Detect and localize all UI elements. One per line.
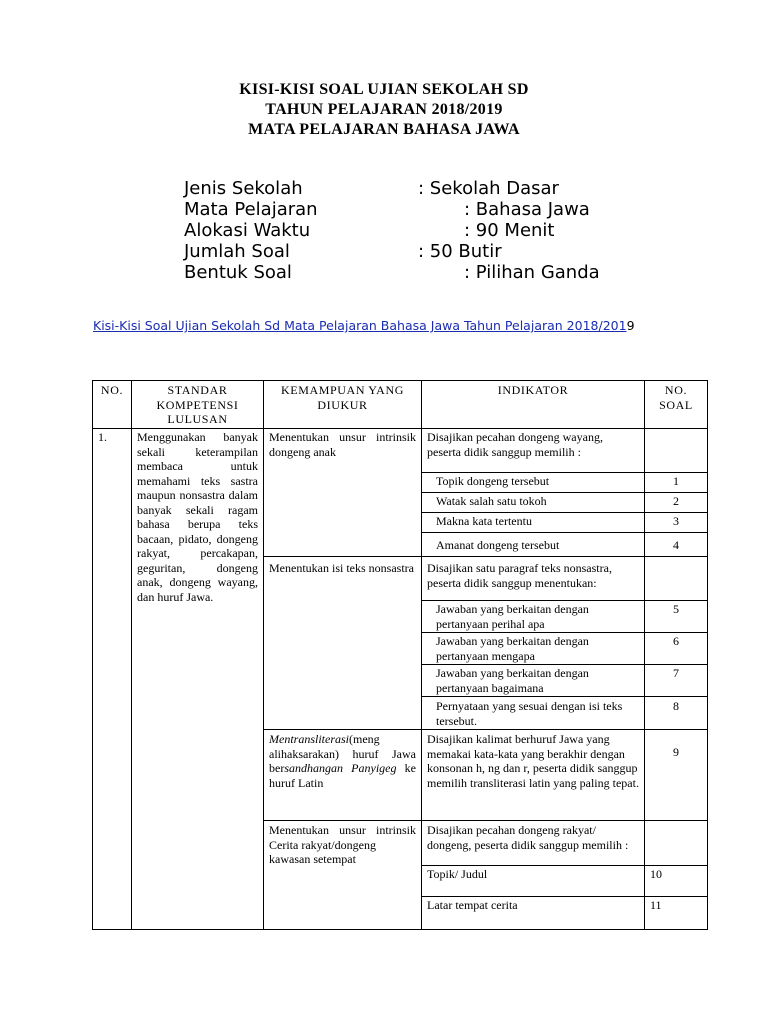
indikator-item: Jawaban yang berkaitan dengan pertanyaan mengapa: [422, 633, 645, 665]
nosoal-cell: 4: [645, 533, 708, 557]
nosoal-cell: 10: [645, 866, 708, 897]
kemampuan-cell: Menentukan isi teks nonsastra: [264, 557, 422, 730]
info-label: Mata Pelajaran: [184, 199, 318, 220]
kemampuan-italic: Mentransliterasi: [269, 732, 349, 746]
kisi-kisi-table: [92, 380, 708, 930]
nosoal-cell: 2: [645, 493, 708, 513]
source-link-paragraph: [93, 317, 693, 334]
table-row: [93, 429, 708, 473]
nosoal-cell: 3: [645, 513, 708, 533]
indikator-item: Jawaban yang berkaitan dengan pertanyaan perihal apa: [422, 601, 645, 633]
kemampuan-text-last: kawasan setempat: [269, 852, 356, 866]
nosoal-cell: 5: [645, 601, 708, 633]
source-link-tail: 9: [626, 318, 635, 333]
standar-kompetensi-cell: Menggunakan banyak sekali keterampilan membaca untuk memahami teks sastra maupun nonsastra dalam banyak sekali ragam bahasa berupa teks bacaan, pidato, dongeng rakyat, percakapan, geguritan, dongeng anak, dongeng wayang, dan huruf Jawa.: [132, 429, 264, 930]
indikator-item: Topik dongeng tersebut: [422, 473, 645, 493]
nosoal-empty: [645, 821, 708, 866]
source-link[interactable]: Kisi-Kisi Soal Ujian Sekolah Sd Mata Pelajaran Bahasa Jawa Tahun Pelajaran 2018/201: [93, 318, 627, 333]
header-kemampuan: KEMAMPUAN YANG DIUKUR: [264, 381, 422, 429]
table-header-row: [93, 381, 708, 429]
header-indikator: INDIKATOR: [422, 381, 645, 429]
info-label: Jumlah Soal: [184, 241, 290, 262]
kemampuan-text: ke huruf Latin: [269, 761, 416, 790]
kemampuan-cell: [264, 821, 422, 930]
indikator-item: Amanat dongeng tersebut: [422, 533, 645, 557]
nosoal-empty: [645, 557, 708, 601]
indikator-intro: Disajikan pecahan dongeng rakyat/ dongeng, peserta didik sanggup memilih :: [422, 821, 645, 866]
indikator-intro: Disajikan kalimat berhuruf Jawa yang memakai kata-kata yang berakhir dengan konsonan h, ng dan r, peserta didik sanggup memilih transliterasi latin yang paling tepat.: [422, 730, 645, 821]
nosoal-empty: [645, 429, 708, 473]
kemampuan-cell: [264, 730, 422, 821]
info-label: Jenis Sekolah: [184, 178, 303, 199]
kemampuan-cell: Menentukan unsur intrinsik dongeng anak: [264, 429, 422, 557]
indikator-item: Topik/ Judul: [422, 866, 645, 897]
info-value: : Pilihan Ganda: [464, 262, 600, 283]
indikator-item: Pernyataan yang sesuai dengan isi teks tersebut.: [422, 697, 645, 730]
nosoal-cell: 8: [645, 697, 708, 730]
info-label: Alokasi Waktu: [184, 220, 311, 241]
header-nosoal: NO. SOAL: [645, 381, 708, 429]
nosoal-cell: 7: [645, 665, 708, 697]
kemampuan-text: (meng alihaksarakan) huruf Jawa ber: [269, 732, 416, 775]
header-standar: STANDAR KOMPETENSI LULUSAN: [132, 381, 264, 429]
info-value: : 90 Menit: [464, 220, 555, 241]
info-value: : Bahasa Jawa: [464, 199, 590, 220]
nosoal-cell: 6: [645, 633, 708, 665]
nosoal-cell: 9: [645, 730, 708, 821]
doc-title-line-3: MATA PELAJARAN BAHASA JAWA: [248, 121, 520, 138]
indikator-item: Watak salah satu tokoh: [422, 493, 645, 513]
info-label: Bentuk Soal: [184, 262, 292, 283]
indikator-intro: Disajikan satu paragraf teks nonsastra, peserta didik sanggup menentukan:: [422, 557, 645, 601]
nosoal-cell: 11: [645, 897, 708, 930]
indikator-intro: Disajikan pecahan dongeng wayang, peserta didik sanggup memilih :: [422, 429, 645, 473]
header-no: NO.: [93, 381, 132, 429]
indikator-item: Latar tempat cerita: [422, 897, 645, 930]
kemampuan-italic: sandhangan Panyigeg: [284, 761, 397, 775]
info-value: : 50 Butir: [418, 241, 502, 262]
row-number: 1.: [93, 429, 132, 930]
indikator-item: Makna kata tertentu: [422, 513, 645, 533]
doc-title-line-1: KISI-KISI SOAL UJIAN SEKOLAH SD: [239, 81, 529, 98]
nosoal-cell: 1: [645, 473, 708, 493]
kemampuan-text: Menentukan unsur intrinsik Cerita rakyat/dongeng: [269, 823, 416, 852]
doc-title-line-2: TAHUN PELAJARAN 2018/2019: [265, 101, 503, 118]
info-value: : Sekolah Dasar: [418, 178, 559, 199]
indikator-item: Jawaban yang berkaitan dengan pertanyaan bagaimana: [422, 665, 645, 697]
